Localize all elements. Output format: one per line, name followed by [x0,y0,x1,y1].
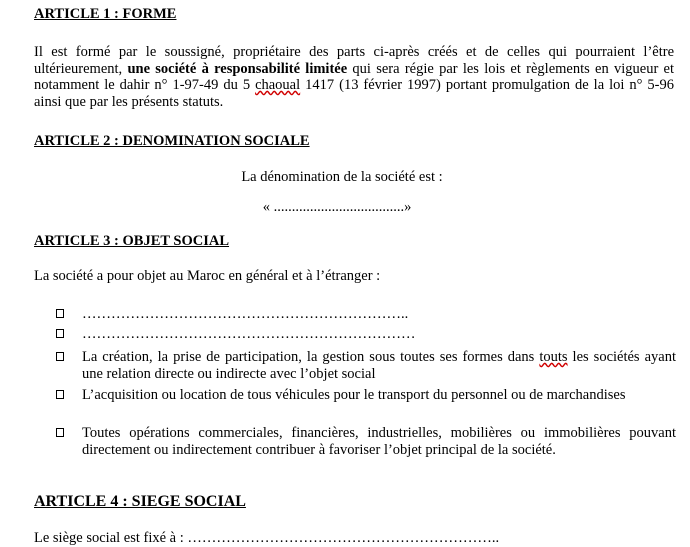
checkbox-bullet-icon [56,352,64,361]
denomination-label: La dénomination de la société est : [241,169,443,185]
article-1-heading: ARTICLE 1 : FORME [34,6,177,22]
article-1-text-middle: qui sera régie par les lois et règlements en vigueur et notamment le dahir n° 1-97-49 du 5 [34,60,674,93]
article-3-heading: ARTICLE 3 : OBJET SOCIAL [34,233,230,249]
siege-social-line: Le siège social est fixé à : ……………………………………………………….. [34,530,500,546]
list-item-text: …………………………………………………………… [82,326,416,342]
checkbox-bullet-icon [56,428,64,437]
list-item-text: L’acquisition ou location de tous véhicules pour le transport du personnel ou de marchandises [82,387,626,403]
list-item-text: La création, la prise de participation, la gestion sous toutes ses formes dans touts les sociétés ayant une relation directe ou indirecte avec l’objet social [82,349,676,382]
spellcheck-word-chaoual: chaoual [255,77,301,93]
checkbox-bullet-icon [56,309,64,318]
article-1-text-start: Il est formé par le soussigné, propriétaire des parts ci-après créés et de celles qui pourraient l’être ultérieurement, [34,44,674,77]
list-item-text: ………………………………………………………….. [82,306,409,322]
list-item-text: Toutes opérations commerciales, financières, industrielles, mobilières ou immobilières pouvant directement ou indirectement contribuer à favoriser l’objet principal de la société. [82,425,676,458]
article-2-heading: ARTICLE 2 : DENOMINATION SOCIALE [34,133,310,149]
article-4-heading: ARTICLE 4 : SIEGE SOCIAL [34,493,246,510]
article-1-bold-text: une société à responsabilité limitée [127,60,348,77]
article-1-paragraph [34,44,674,110]
denomination-placeholder: « ....................................» [262,199,412,215]
article-3-intro: La société a pour objet au Maroc en général et à l’étranger : [34,268,381,284]
article-1-text-end: 1417 (13 février 1997) portant promulgation de la loi n° 5-96 ainsi que par les présents statuts. [34,77,675,110]
checkbox-bullet-icon [56,390,64,399]
spellcheck-word-touts: touts [539,349,568,365]
checkbox-bullet-icon [56,329,64,338]
